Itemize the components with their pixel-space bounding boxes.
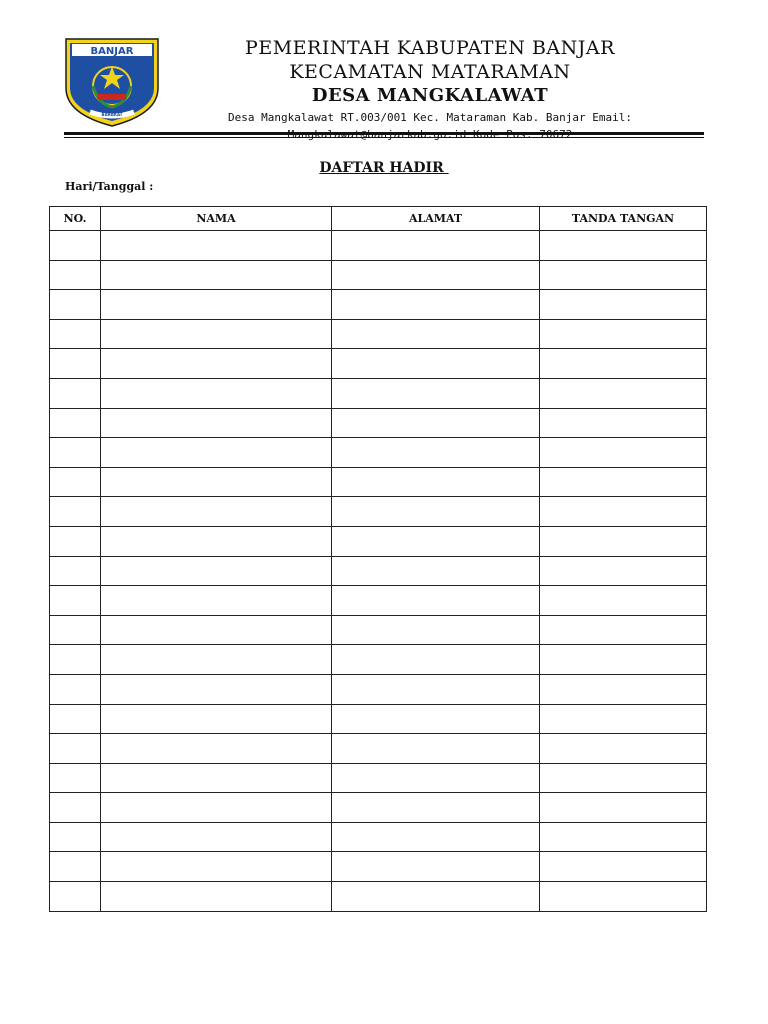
table-row [50, 586, 707, 616]
table-cell[interactable] [101, 260, 332, 290]
table-cell[interactable] [101, 497, 332, 527]
table-cell[interactable] [332, 852, 540, 882]
table-cell[interactable] [101, 615, 332, 645]
table-cell[interactable] [101, 378, 332, 408]
table-cell[interactable] [540, 408, 707, 438]
table-cell[interactable] [332, 704, 540, 734]
table-cell[interactable] [332, 378, 540, 408]
column-header-tanda-tangan: TANDA TANGAN [540, 207, 707, 231]
table-cell[interactable] [101, 704, 332, 734]
table-body [50, 231, 707, 912]
table-row [50, 556, 707, 586]
table-row [50, 734, 707, 764]
table-cell[interactable] [101, 408, 332, 438]
table-cell[interactable] [332, 882, 540, 912]
table-cell[interactable] [50, 615, 101, 645]
table-cell[interactable] [332, 556, 540, 586]
address-line-1: Desa Mangkalawat RT.003/001 Kec. Mataraman Kab. Banjar Email: [228, 111, 632, 124]
table-row [50, 231, 707, 261]
header-divider-thick [64, 132, 704, 135]
table-cell[interactable] [540, 231, 707, 261]
table-row [50, 408, 707, 438]
table-row [50, 793, 707, 823]
table-cell[interactable] [540, 290, 707, 320]
table-row [50, 319, 707, 349]
attendance-table [49, 206, 707, 912]
table-cell[interactable] [332, 319, 540, 349]
table-cell[interactable] [332, 734, 540, 764]
table-row [50, 882, 707, 912]
table-row [50, 467, 707, 497]
table-cell[interactable] [332, 763, 540, 793]
table-cell[interactable] [50, 467, 101, 497]
table-row [50, 852, 707, 882]
header-divider-thin [64, 137, 704, 138]
table-cell[interactable] [50, 290, 101, 320]
table-cell[interactable] [50, 793, 101, 823]
table-cell[interactable] [540, 734, 707, 764]
table-header-row [50, 207, 707, 231]
table-cell[interactable] [101, 852, 332, 882]
table-cell[interactable] [101, 645, 332, 675]
table-row [50, 822, 707, 852]
table-cell[interactable] [101, 674, 332, 704]
table-cell[interactable] [50, 822, 101, 852]
document-title-text: DAFTAR HADIR [319, 160, 449, 176]
table-cell[interactable] [540, 763, 707, 793]
table-cell[interactable] [101, 319, 332, 349]
table-cell[interactable] [540, 349, 707, 379]
table-cell[interactable] [50, 526, 101, 556]
village-line: DESA MANGKALAWAT [311, 85, 549, 106]
table-cell[interactable] [101, 438, 332, 468]
table-row [50, 497, 707, 527]
table-cell[interactable] [540, 822, 707, 852]
table-cell[interactable] [332, 526, 540, 556]
banjar-logo [62, 36, 162, 128]
table-cell[interactable] [540, 793, 707, 823]
table-cell[interactable] [540, 438, 707, 468]
date-label: Hari/Tanggal : [65, 180, 154, 193]
table-cell[interactable] [540, 497, 707, 527]
table-cell[interactable] [540, 526, 707, 556]
column-header-nama: NAMA [101, 207, 332, 231]
table-cell[interactable] [332, 822, 540, 852]
table-row [50, 763, 707, 793]
table-cell[interactable] [540, 645, 707, 675]
table-cell[interactable] [50, 734, 101, 764]
table-row [50, 674, 707, 704]
table-cell[interactable] [540, 586, 707, 616]
table-cell[interactable] [50, 852, 101, 882]
table-cell[interactable] [50, 674, 101, 704]
logo-motto: BARAKAT [101, 112, 123, 117]
table-cell[interactable] [540, 556, 707, 586]
table-cell[interactable] [332, 260, 540, 290]
table-cell[interactable] [101, 822, 332, 852]
table-cell[interactable] [540, 378, 707, 408]
table-row [50, 378, 707, 408]
table-cell[interactable] [332, 645, 540, 675]
table-cell[interactable] [50, 497, 101, 527]
table-cell[interactable] [540, 615, 707, 645]
table-cell[interactable] [540, 260, 707, 290]
table-cell[interactable] [101, 793, 332, 823]
table-cell[interactable] [332, 586, 540, 616]
government-line: PEMERINTAH KABUPATEN BANJAR [245, 37, 615, 59]
table-row [50, 645, 707, 675]
table-cell[interactable] [332, 349, 540, 379]
table-cell[interactable] [50, 645, 101, 675]
table-cell[interactable] [101, 882, 332, 912]
table-row [50, 438, 707, 468]
table-cell[interactable] [50, 231, 101, 261]
table-cell[interactable] [101, 467, 332, 497]
table-cell[interactable] [101, 734, 332, 764]
table-cell[interactable] [101, 556, 332, 586]
table-cell[interactable] [50, 763, 101, 793]
table-cell[interactable] [332, 438, 540, 468]
table-cell[interactable] [50, 438, 101, 468]
table-cell[interactable] [540, 852, 707, 882]
table-cell[interactable] [50, 704, 101, 734]
table-cell[interactable] [50, 556, 101, 586]
table-cell[interactable] [540, 674, 707, 704]
table-cell[interactable] [332, 467, 540, 497]
table-row [50, 615, 707, 645]
district-line: KECAMATAN MATARAMAN [289, 61, 571, 83]
letterhead [180, 36, 680, 142]
table-cell[interactable] [50, 586, 101, 616]
table-row [50, 290, 707, 320]
table-row [50, 349, 707, 379]
table-cell[interactable] [101, 231, 332, 261]
table-cell[interactable] [50, 319, 101, 349]
table-cell[interactable] [332, 497, 540, 527]
table-cell[interactable] [540, 882, 707, 912]
column-header-no: NO. [50, 207, 101, 231]
table-cell[interactable] [332, 793, 540, 823]
table-cell[interactable] [101, 290, 332, 320]
table-row [50, 704, 707, 734]
table-cell[interactable] [540, 467, 707, 497]
table-cell[interactable] [101, 763, 332, 793]
table-cell[interactable] [332, 674, 540, 704]
document-title [0, 160, 768, 176]
table-cell[interactable] [101, 349, 332, 379]
table-row [50, 260, 707, 290]
column-header-alamat: ALAMAT [332, 207, 540, 231]
table-cell[interactable] [332, 408, 540, 438]
table-cell[interactable] [50, 349, 101, 379]
table-cell[interactable] [101, 526, 332, 556]
table-cell[interactable] [50, 260, 101, 290]
table-cell[interactable] [332, 290, 540, 320]
table-cell[interactable] [101, 586, 332, 616]
table-cell[interactable] [50, 378, 101, 408]
table-cell[interactable] [50, 882, 101, 912]
table-cell[interactable] [540, 704, 707, 734]
table-cell[interactable] [332, 231, 540, 261]
logo-text: BANJAR [90, 46, 134, 57]
table-cell[interactable] [332, 615, 540, 645]
table-cell[interactable] [50, 408, 101, 438]
table-row [50, 526, 707, 556]
table-cell[interactable] [540, 319, 707, 349]
